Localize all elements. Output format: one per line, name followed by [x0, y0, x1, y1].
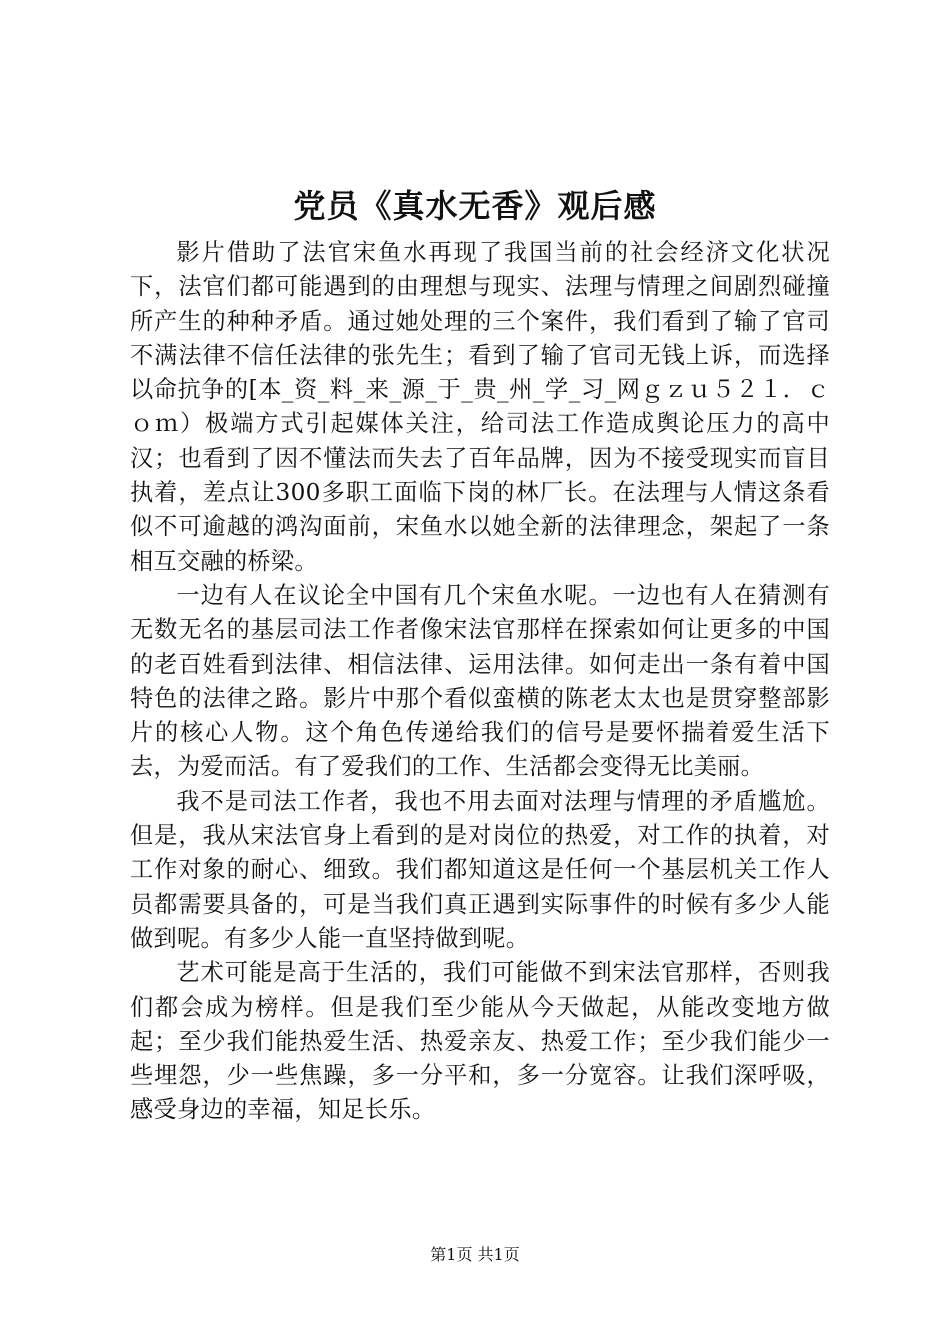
paragraph-1: 影片借助了法官宋鱼水再现了我国当前的社会经济文化状况下，法官们都可能遇到的由理想与现实、法理与情理之间剧烈碰撞所产生的种种矛盾。通过她处理的三个案件，我们看到了输了官司不满法律不信任法律的张先生；看到了输了官司无钱上诉，而选择以命抗争的[本_资_料_来_源_于_贵_州_学_习_网ｇｚｕ５２１．ｃｏｍ）极端方式引起媒体关注，给司法工作造成舆论压力的高中汉；也看到了因不懂法而失去了百年品牌，因为不接受现实而盲目执着，差点让300多职工面临下岗的林厂长。在法理与人情这条看似不可逾越的鸿沟面前，宋鱼水以她全新的法律理念，架起了一条相互交融的桥梁。	[130, 239, 830, 575]
paragraph-3: 我不是司法工作者，我也不用去面对法理与情理的矛盾尴尬。但是，我从宋法官身上看到的是对岗位的热爱，对工作的执着，对工作对象的耐心、细致。我们都知道这是任何一个基层机关工作人员都需要具备的，可是当我们真正遇到实际事件的时候有多少人能做到呢。有多少人能一直坚持做到呢。	[130, 787, 830, 952]
document-title: 党员《真水无香》观后感	[293, 187, 657, 225]
page-number-footer: 第1页 共1页	[430, 1245, 520, 1264]
paragraph-2: 一边有人在议论全中国有几个宋鱼水呢。一边也有人在猜测有无数无名的基层司法工作者像宋法官那样在探索如何让更多的中国的老百姓看到法律、相信法律、运用法律。如何走出一条有着中国特色的法律之路。影片中那个看似蛮横的陈老太太也是贯穿整部影片的核心人物。这个角色传递给我们的信号是要怀揣着爱生活下去，为爱而活。有了爱我们的工作、生活都会变得无比美丽。	[130, 581, 830, 781]
paragraph-4: 艺术可能是高于生活的，我们可能做不到宋法官那样，否则我们都会成为榜样。但是我们至少能从今天做起，从能改变地方做起；至少我们能热爱生活、热爱亲友、热爱工作；至少我们能少一些埋怨，少一些焦躁，多一分平和，多一分宽容。让我们深呼吸，感受身边的幸福，知足长乐。	[130, 959, 830, 1124]
document-body	[130, 236, 830, 1128]
